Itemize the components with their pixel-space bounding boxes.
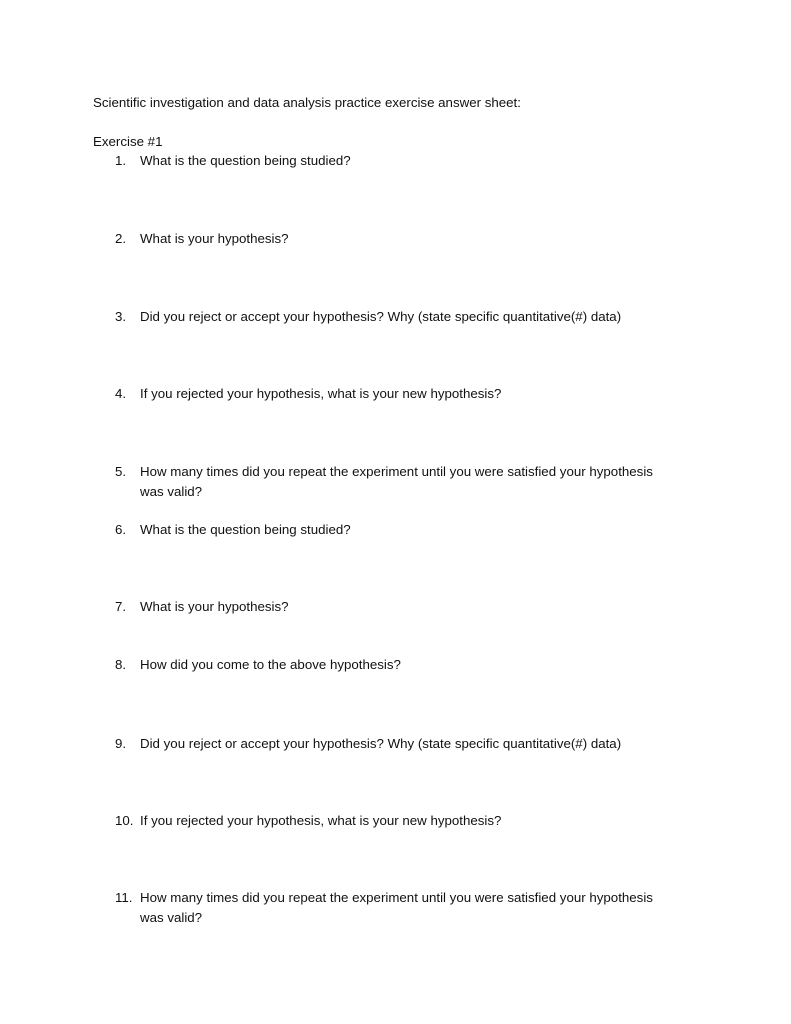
question-text: If you rejected your hypothesis, what is your new hypothesis? (140, 813, 502, 828)
question-number: 5. (115, 464, 127, 479)
question-number: 4. (115, 386, 127, 401)
question-number: 8. (115, 657, 127, 672)
document-title: Scientific investigation and data analysis practice exercise answer sheet: (93, 95, 521, 110)
question-text: How did you come to the above hypothesis? (140, 657, 401, 672)
question-text: What is your hypothesis? (140, 231, 289, 246)
question-text: What is the question being studied? (140, 522, 351, 537)
question-number: 3. (115, 309, 127, 324)
question-number: 10. (115, 813, 134, 828)
question-text: What is the question being studied? (140, 153, 351, 168)
question-text: What is your hypothesis? (140, 599, 289, 614)
question-number: 11. (115, 890, 133, 905)
question-number: 2. (115, 231, 127, 246)
question-text-continued: was valid? (140, 484, 203, 499)
question-text: How many times did you repeat the experiment until you were satisfied your hypothesis (140, 464, 653, 479)
question-number: 7. (115, 599, 127, 614)
section-label: Exercise #1 (93, 134, 163, 149)
question-text: If you rejected your hypothesis, what is your new hypothesis? (140, 386, 502, 401)
question-number: 9. (115, 736, 127, 751)
question-text: Did you reject or accept your hypothesis? Why (state specific quantitative(#) data) (140, 736, 622, 751)
question-text-continued: was valid? (140, 910, 203, 925)
question-text: How many times did you repeat the experiment until you were satisfied your hypothesis (140, 890, 653, 905)
question-text: Did you reject or accept your hypothesis? Why (state specific quantitative(#) data) (140, 309, 622, 324)
question-number: 1. (115, 153, 127, 168)
question-number: 6. (115, 522, 127, 537)
